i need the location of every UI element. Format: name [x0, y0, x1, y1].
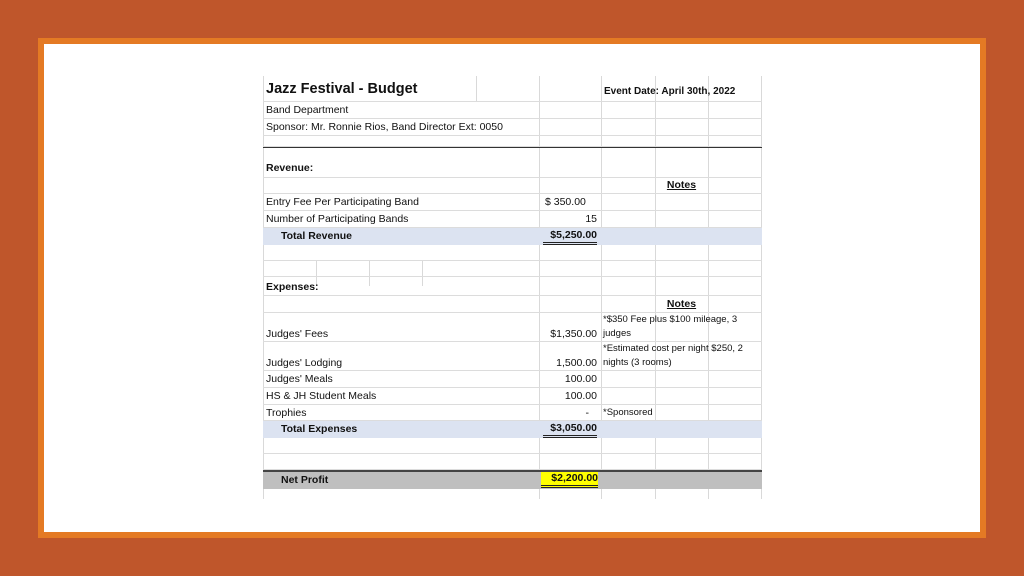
- row-judges-meals: [263, 371, 762, 388]
- revenue-notes-header: Notes: [666, 179, 697, 191]
- row-spacer: [263, 261, 762, 277]
- total-expenses-label: Total Expenses: [281, 423, 358, 435]
- judges-fees-value: $1,350.00: [550, 328, 597, 340]
- expenses-heading: Expenses:: [266, 281, 319, 293]
- budget-title: Jazz Festival - Budget: [266, 81, 418, 97]
- bands-value: 15: [585, 213, 597, 225]
- lodging-label: Judges' Lodging: [266, 357, 343, 369]
- row-trophies: [263, 405, 762, 421]
- trophies-value: -: [585, 407, 589, 419]
- entry-fee-value: $ 350.00: [545, 196, 586, 208]
- lodging-value: 1,500.00: [556, 357, 597, 369]
- bands-label: Number of Participating Bands: [266, 213, 409, 225]
- row-spacer: [263, 454, 762, 470]
- expenses-notes-header: Notes: [666, 298, 697, 310]
- judges-fees-label: Judges' Fees: [266, 328, 329, 340]
- row-revenue-heading: [263, 148, 762, 178]
- revenue-heading: Revenue:: [266, 162, 314, 174]
- student-meals-label: HS & JH Student Meals: [266, 390, 377, 402]
- meals-value: 100.00: [564, 373, 597, 385]
- meals-label: Judges' Meals: [266, 373, 333, 385]
- sponsor-label: Sponsor: Mr. Ronnie Rios, Band Director Ext: 0050: [266, 121, 503, 133]
- trophies-note: *Sponsored: [603, 407, 653, 418]
- row-expenses-heading: [263, 277, 762, 296]
- judges-fees-note-line1: *$350 Fee plus $100 mileage, 3: [603, 314, 738, 325]
- lodging-note-line1: *Estimated cost per night $250, 2: [603, 343, 743, 354]
- total-expenses-value: $3,050.00: [543, 422, 597, 438]
- budget-spreadsheet: [263, 76, 762, 499]
- net-profit-value: $2,200.00: [541, 472, 598, 488]
- net-profit-label: Net Profit: [281, 474, 329, 486]
- total-revenue-label: Total Revenue: [281, 230, 352, 242]
- department-label: Band Department: [266, 104, 349, 116]
- row-net-profit: [263, 470, 762, 489]
- row-spacer: [263, 245, 762, 261]
- row-spacer: [263, 136, 762, 147]
- student-meals-value: 100.00: [564, 390, 597, 402]
- event-date: Event Date: April 30th, 2022: [604, 86, 736, 97]
- row-spacer: [263, 438, 762, 454]
- total-revenue-value: $5,250.00: [543, 229, 597, 245]
- lodging-note-line2: nights (3 rooms): [603, 357, 672, 368]
- trophies-label: Trophies: [266, 407, 307, 419]
- entry-fee-label: Entry Fee Per Participating Band: [266, 196, 419, 208]
- judges-fees-note-line2: judges: [603, 328, 631, 339]
